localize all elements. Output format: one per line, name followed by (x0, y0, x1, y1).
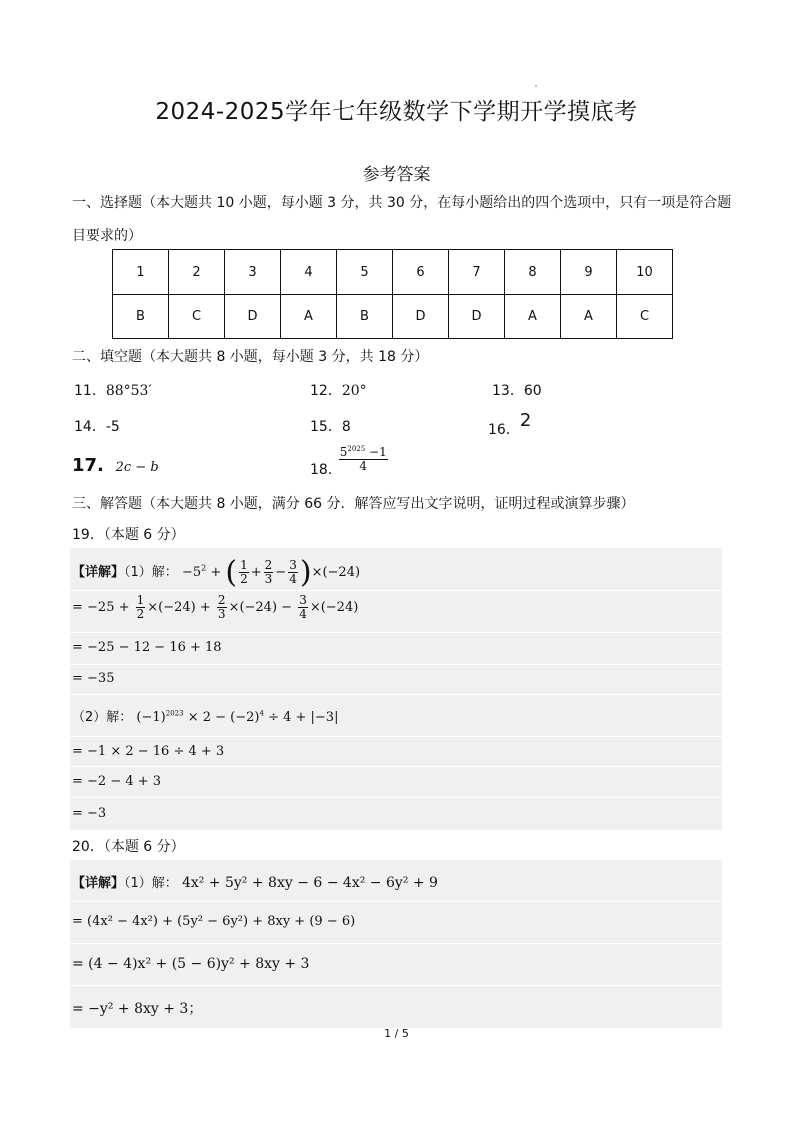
row-divider (70, 736, 722, 737)
q19-part2-line4: = −3 (72, 806, 107, 821)
fill-answer-18 (310, 445, 390, 478)
fill-value-11: 88°53′ (105, 383, 152, 399)
fill-answer-15 (310, 416, 351, 436)
q19-part1-line4: = −35 (72, 671, 115, 686)
q20-line2: = (4x² − 4x²) + (5y² − 6y²) + 8xy + (9 − 6) (72, 914, 356, 929)
detail-tag: 【详解】 (72, 565, 125, 580)
fill-answer-16 (488, 410, 532, 438)
question-number-cell: 9 (561, 250, 617, 295)
scan-dot (535, 85, 537, 87)
q19-part1-line3: = −25 − 12 − 16 + 18 (72, 640, 222, 655)
row-divider (70, 901, 722, 902)
fill-value-18-fraction (339, 446, 388, 473)
math-expression: $-5^2$ + ( $\frac{1}{2}$ + $\frac{2}{3}$ − $\frac{3}{4}$ )×(−24) (181, 555, 361, 590)
question-number-cell: 6 (393, 250, 449, 295)
answer-cell: D (225, 295, 281, 339)
answer-cell: A (281, 295, 337, 339)
question-number-cell: 1 (113, 250, 169, 295)
row-divider (70, 590, 722, 591)
fill-answer-14 (74, 416, 120, 436)
fill-label-17: 17. (72, 455, 104, 476)
fill-label-11: 11． (74, 383, 106, 399)
answer-cell: B (337, 295, 393, 339)
fill-value-17: 2c − b (115, 460, 159, 475)
q19-part1-line2: = −25 + $\frac{1}{2}$ ×(−24) + $\frac{2}{3}$ ×(−24) − $\frac{3}{4}$ ×(−24) (72, 593, 359, 622)
row-divider (70, 797, 722, 798)
answer-table-header-row (113, 250, 673, 295)
fill-value-12: 20° (341, 383, 367, 399)
q20-line1 (72, 872, 438, 891)
page-subtitle: 参考答案 (362, 165, 431, 185)
fill-value-16: 2 (519, 410, 532, 431)
q19-part1-line1 (72, 555, 360, 590)
section1-heading-line1: 一、选择题（本大题共 10 小题，每小题 3 分，共 30 分，在每小题给出的四个选项中，只有一项是符合题 (72, 195, 732, 211)
answer-cell: A (561, 295, 617, 339)
answer-cell: C (169, 295, 225, 339)
q19-part2-line3: = −2 − 4 + 3 (72, 774, 162, 789)
page-number: 1 / 5 (384, 1027, 409, 1040)
q20-line4: = −y² + 8xy + 3； (72, 1001, 203, 1017)
question-number-cell: 10 (617, 250, 673, 295)
fill-label-13: 13． (492, 383, 524, 399)
answer-cell: D (449, 295, 505, 339)
fill-answer-13 (492, 380, 542, 400)
question-number-cell: 2 (169, 250, 225, 295)
fill-answer-11 (74, 380, 152, 400)
q19-label: 19．（本题 6 分） (72, 527, 185, 543)
fill-label-12: 12． (310, 383, 342, 399)
row-divider (70, 985, 722, 986)
section2-heading: 二、填空题（本大题共 8 小题，每小题 3 分，共 18 分） (72, 349, 429, 365)
q20-line3: = (4 − 4)x² + (5 − 6)y² + 8xy + 3 (72, 956, 310, 972)
section1-heading-line2: 目要求的） (72, 228, 142, 244)
fill-value-14: -5 (105, 419, 120, 435)
row-divider (70, 766, 722, 767)
part-intro: （1）解： (124, 565, 178, 580)
math-expression: 4x² + 5y² + 8xy − 6 − 4x² − 6y² + 9 (181, 875, 438, 891)
q20-label: 20．（本题 6 分） (72, 839, 185, 855)
question-number-cell: 3 (225, 250, 281, 295)
page-title: 2024-2025学年七年级数学下学期开学摸底考 (155, 99, 638, 125)
q19-part2-line2: = −1 × 2 − 16 ÷ 4 + 3 (72, 744, 225, 759)
row-divider (70, 664, 722, 665)
fill-answer-17 (72, 455, 159, 476)
question-number-cell: 5 (337, 250, 393, 295)
fill-value-15: 8 (341, 419, 351, 435)
question-number-cell: 7 (449, 250, 505, 295)
detail-tag: 【详解】 (72, 876, 125, 891)
part-intro: （1）解： (124, 876, 178, 891)
fill-label-16: 16． (488, 422, 520, 438)
fill-value-18-numerator: $5^{2025} -1$ (339, 445, 387, 459)
math-expression: $(-1)^{2023} \times 2 - (-2)^4 \div 4 + |-3|$ (136, 709, 339, 725)
question-number-cell: 8 (505, 250, 561, 295)
answer-table (112, 249, 673, 339)
part-intro: （2）解： (72, 710, 133, 725)
fill-label-14: 14． (74, 419, 106, 435)
answer-cell: C (617, 295, 673, 339)
row-divider (70, 943, 722, 944)
fill-label-15: 15． (310, 419, 342, 435)
row-divider (70, 632, 722, 633)
q19-part2-line1 (72, 706, 338, 725)
answer-cell: D (393, 295, 449, 339)
section3-heading: 三、解答题（本大题共 8 小题，满分 66 分．解答应写出文字说明，证明过程或演算步骤） (72, 496, 635, 512)
fill-value-13: 60 (523, 383, 542, 399)
fill-label-18: 18. (310, 461, 333, 478)
fill-value-18-denominator: 4 (359, 459, 368, 474)
question-number-cell: 4 (281, 250, 337, 295)
answer-cell: A (505, 295, 561, 339)
answer-table-answer-row (113, 295, 673, 339)
answer-cell: B (113, 295, 169, 339)
fill-answer-12 (310, 380, 367, 400)
row-divider (70, 694, 722, 695)
